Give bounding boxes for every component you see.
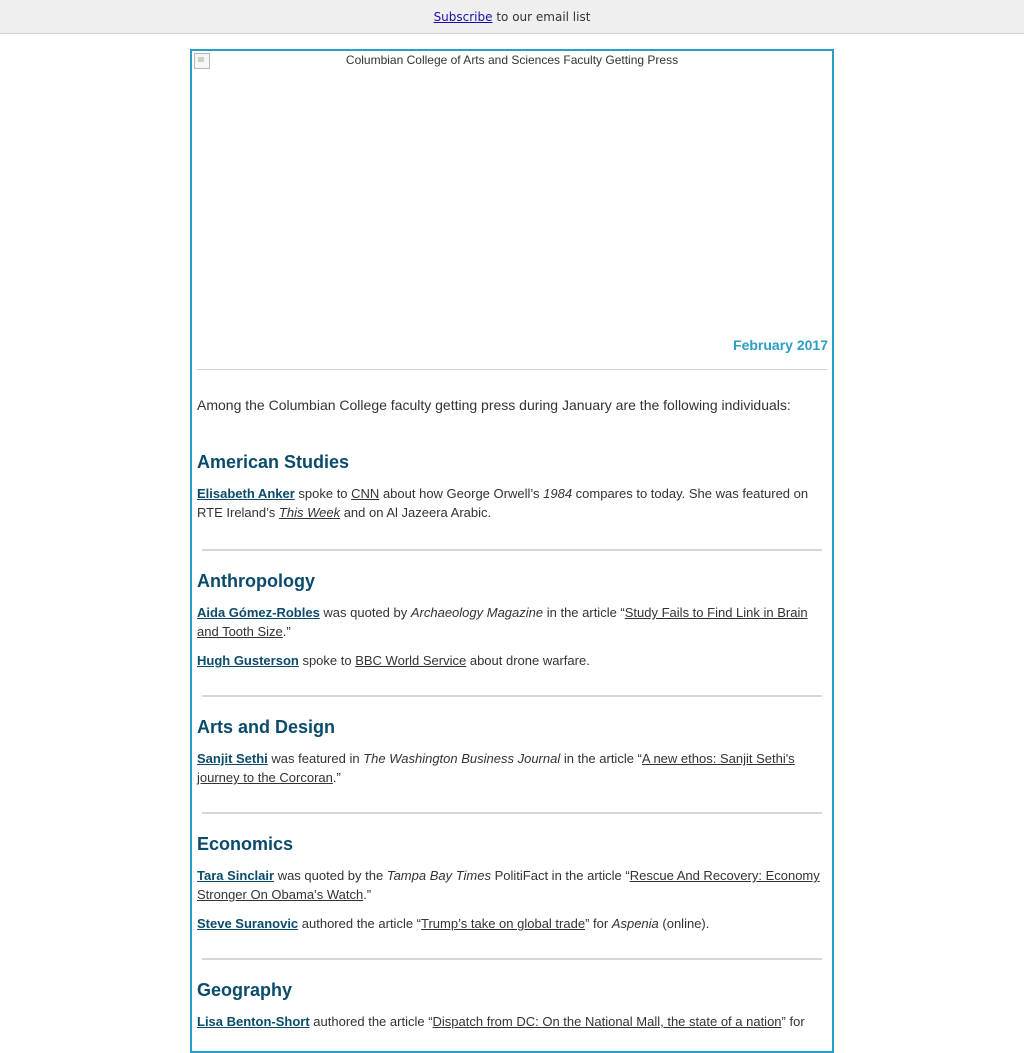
entry-text: .” <box>363 887 372 902</box>
section-heading: Arts and Design <box>197 717 336 737</box>
article-link[interactable]: Rescue And Recovery: Economy Stronger On Obama’s Watch <box>197 868 820 902</box>
section-geography <box>197 979 827 1031</box>
entry-text: ” for <box>585 916 612 931</box>
newsletter-frame <box>190 49 834 1053</box>
entry-text: spoke to <box>294 486 352 501</box>
subscribe-text: to our email list <box>492 10 591 24</box>
entry-text: in the article “ <box>560 751 642 766</box>
section-american-studies <box>197 451 827 522</box>
entry-text: .” <box>332 770 341 785</box>
section-divider <box>202 812 822 814</box>
press-entry <box>197 1012 827 1031</box>
section-divider <box>202 549 822 551</box>
entry-text: compares to today. She was featured on RTE Ireland’s <box>197 486 809 520</box>
publication-title: Aspenia <box>611 916 659 931</box>
email-signup-bar <box>0 0 1024 34</box>
entry-text: ” for <box>781 1014 805 1029</box>
entry-text: .” <box>282 624 291 639</box>
press-entry <box>197 866 827 904</box>
publication-title: Tampa Bay Times <box>386 868 491 883</box>
show-link-this-week[interactable] <box>279 505 340 520</box>
section-heading: American Studies <box>197 452 350 472</box>
entry-text: was quoted by <box>319 605 411 620</box>
faculty-link-sanjit-sethi[interactable]: Sanjit Sethi <box>197 751 268 766</box>
section-heading: Anthropology <box>197 571 315 591</box>
article-link[interactable]: Trump’s take on global trade <box>421 916 586 931</box>
entry-text: authored the article “ <box>309 1014 433 1029</box>
faculty-link-steve-suranovic[interactable]: Steve Suranovic <box>197 916 299 931</box>
faculty-link-tara-sinclair[interactable]: Tara Sinclair <box>197 868 275 883</box>
section-anthropology <box>197 570 827 670</box>
book-title: 1984 <box>543 486 573 501</box>
entry-text: PolitiFact in the article “ <box>491 868 630 883</box>
faculty-link-aida-gomez-robles[interactable]: Aida Gómez-Robles <box>197 605 320 620</box>
intro-text: Among the Columbian College faculty getting press during January are the following individuals: <box>197 397 791 413</box>
entry-text: about drone warfare. <box>466 653 590 668</box>
entry-text: spoke to <box>298 653 356 668</box>
newsletter-content <box>197 383 827 1031</box>
article-link[interactable]: Study Fails to Find Link in Brain and Tooth Size <box>197 605 808 639</box>
entry-text: authored the article “ <box>298 916 422 931</box>
section-heading: Geography <box>197 980 293 1000</box>
entry-text: in the article “ <box>543 605 625 620</box>
header-banner-image <box>192 51 832 331</box>
faculty-link-elisabeth-anker[interactable]: Elisabeth Anker <box>197 486 295 501</box>
subscribe-link[interactable]: Subscribe <box>433 10 493 24</box>
issue-date: February 2017 <box>733 337 828 353</box>
publication-title: Archaeology Magazine <box>410 605 544 620</box>
entry-text: about how George Orwell’s <box>379 486 544 501</box>
section-economics <box>197 833 827 933</box>
press-entry <box>197 484 827 522</box>
press-entry <box>197 749 827 787</box>
entry-text: was featured in <box>267 751 364 766</box>
section-arts-and-design <box>197 716 827 787</box>
outlet-link-cnn[interactable]: CNN <box>351 486 380 501</box>
show-title: This Week <box>278 505 341 520</box>
header-divider <box>197 369 827 370</box>
article-link[interactable]: A new ethos: Sanjit Sethi's journey to the Corcoran <box>197 751 795 785</box>
entry-text: was quoted by the <box>274 868 387 883</box>
faculty-link-hugh-gusterson[interactable]: Hugh Gusterson <box>197 653 299 668</box>
entry-text: (online). <box>658 916 710 931</box>
section-divider <box>202 695 822 697</box>
outlet-link-bbc-world-service[interactable]: BBC World Service <box>355 653 467 668</box>
entry-text: and on Al Jazeera Arabic. <box>340 505 492 520</box>
press-entry <box>197 914 827 933</box>
banner-alt-text: Columbian College of Arts and Sciences Faculty Getting Press <box>345 53 679 67</box>
publication-title: The Washington Business Journal <box>363 751 561 766</box>
faculty-link-lisa-benton-short[interactable]: Lisa Benton-Short <box>197 1014 310 1029</box>
press-entry <box>197 651 827 670</box>
press-entry <box>197 603 827 641</box>
article-link[interactable]: Dispatch from DC: On the National Mall, the state of a nation <box>432 1014 782 1029</box>
section-heading: Economics <box>197 834 294 854</box>
section-divider <box>202 958 822 960</box>
